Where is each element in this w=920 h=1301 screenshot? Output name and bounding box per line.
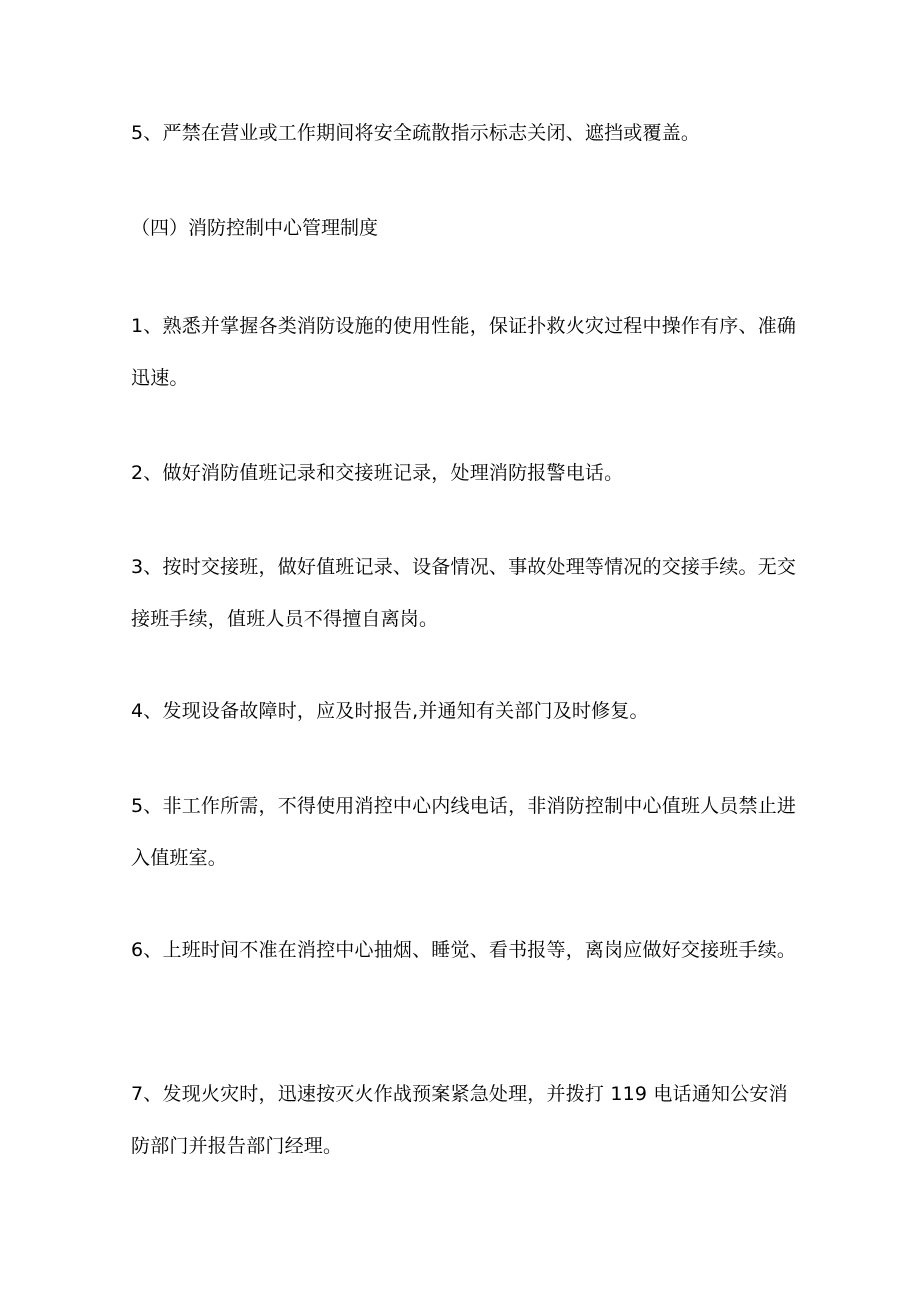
paragraph-item-4: 4、发现设备故障时，应及时报告,并通知有关部门及时修复。 [131, 700, 649, 722]
paragraph-item-5: 5、非工作所需，不得使用消控中心内线电话，非消防控制中心值班人员禁止进入值班室。 [131, 795, 797, 869]
section-heading: （四）消防控制中心管理制度 [131, 217, 379, 239]
paragraph-item-7: 7、发现火灾时，迅速按灭火作战预案紧急处理，并拨打 119 电话通知公安消防部门并报告部门经理。 [131, 1083, 788, 1157]
paragraph-item-1: 1、熟悉并掌握各类消防设施的使用性能，保证扑救火灾过程中操作有序、准确迅速。 [131, 315, 797, 389]
paragraph-item-2: 2、做好消防值班记录和交接班记录，处理消防报警电话。 [131, 462, 624, 484]
paragraph-item-6: 6、上班时间不准在消控中心抽烟、睡觉、看书报等，离岗应做好交接班手续。 [131, 939, 797, 961]
paragraph-item-5-evacuation-signs: 5、严禁在营业或工作期间将安全疏散指示标志关闭、遮挡或覆盖。 [131, 122, 701, 144]
paragraph-item-3: 3、按时交接班，做好值班记录、设备情况、事故处理等情况的交接手续。无交接班手续，值班人员不得擅自离岗。 [131, 556, 797, 630]
